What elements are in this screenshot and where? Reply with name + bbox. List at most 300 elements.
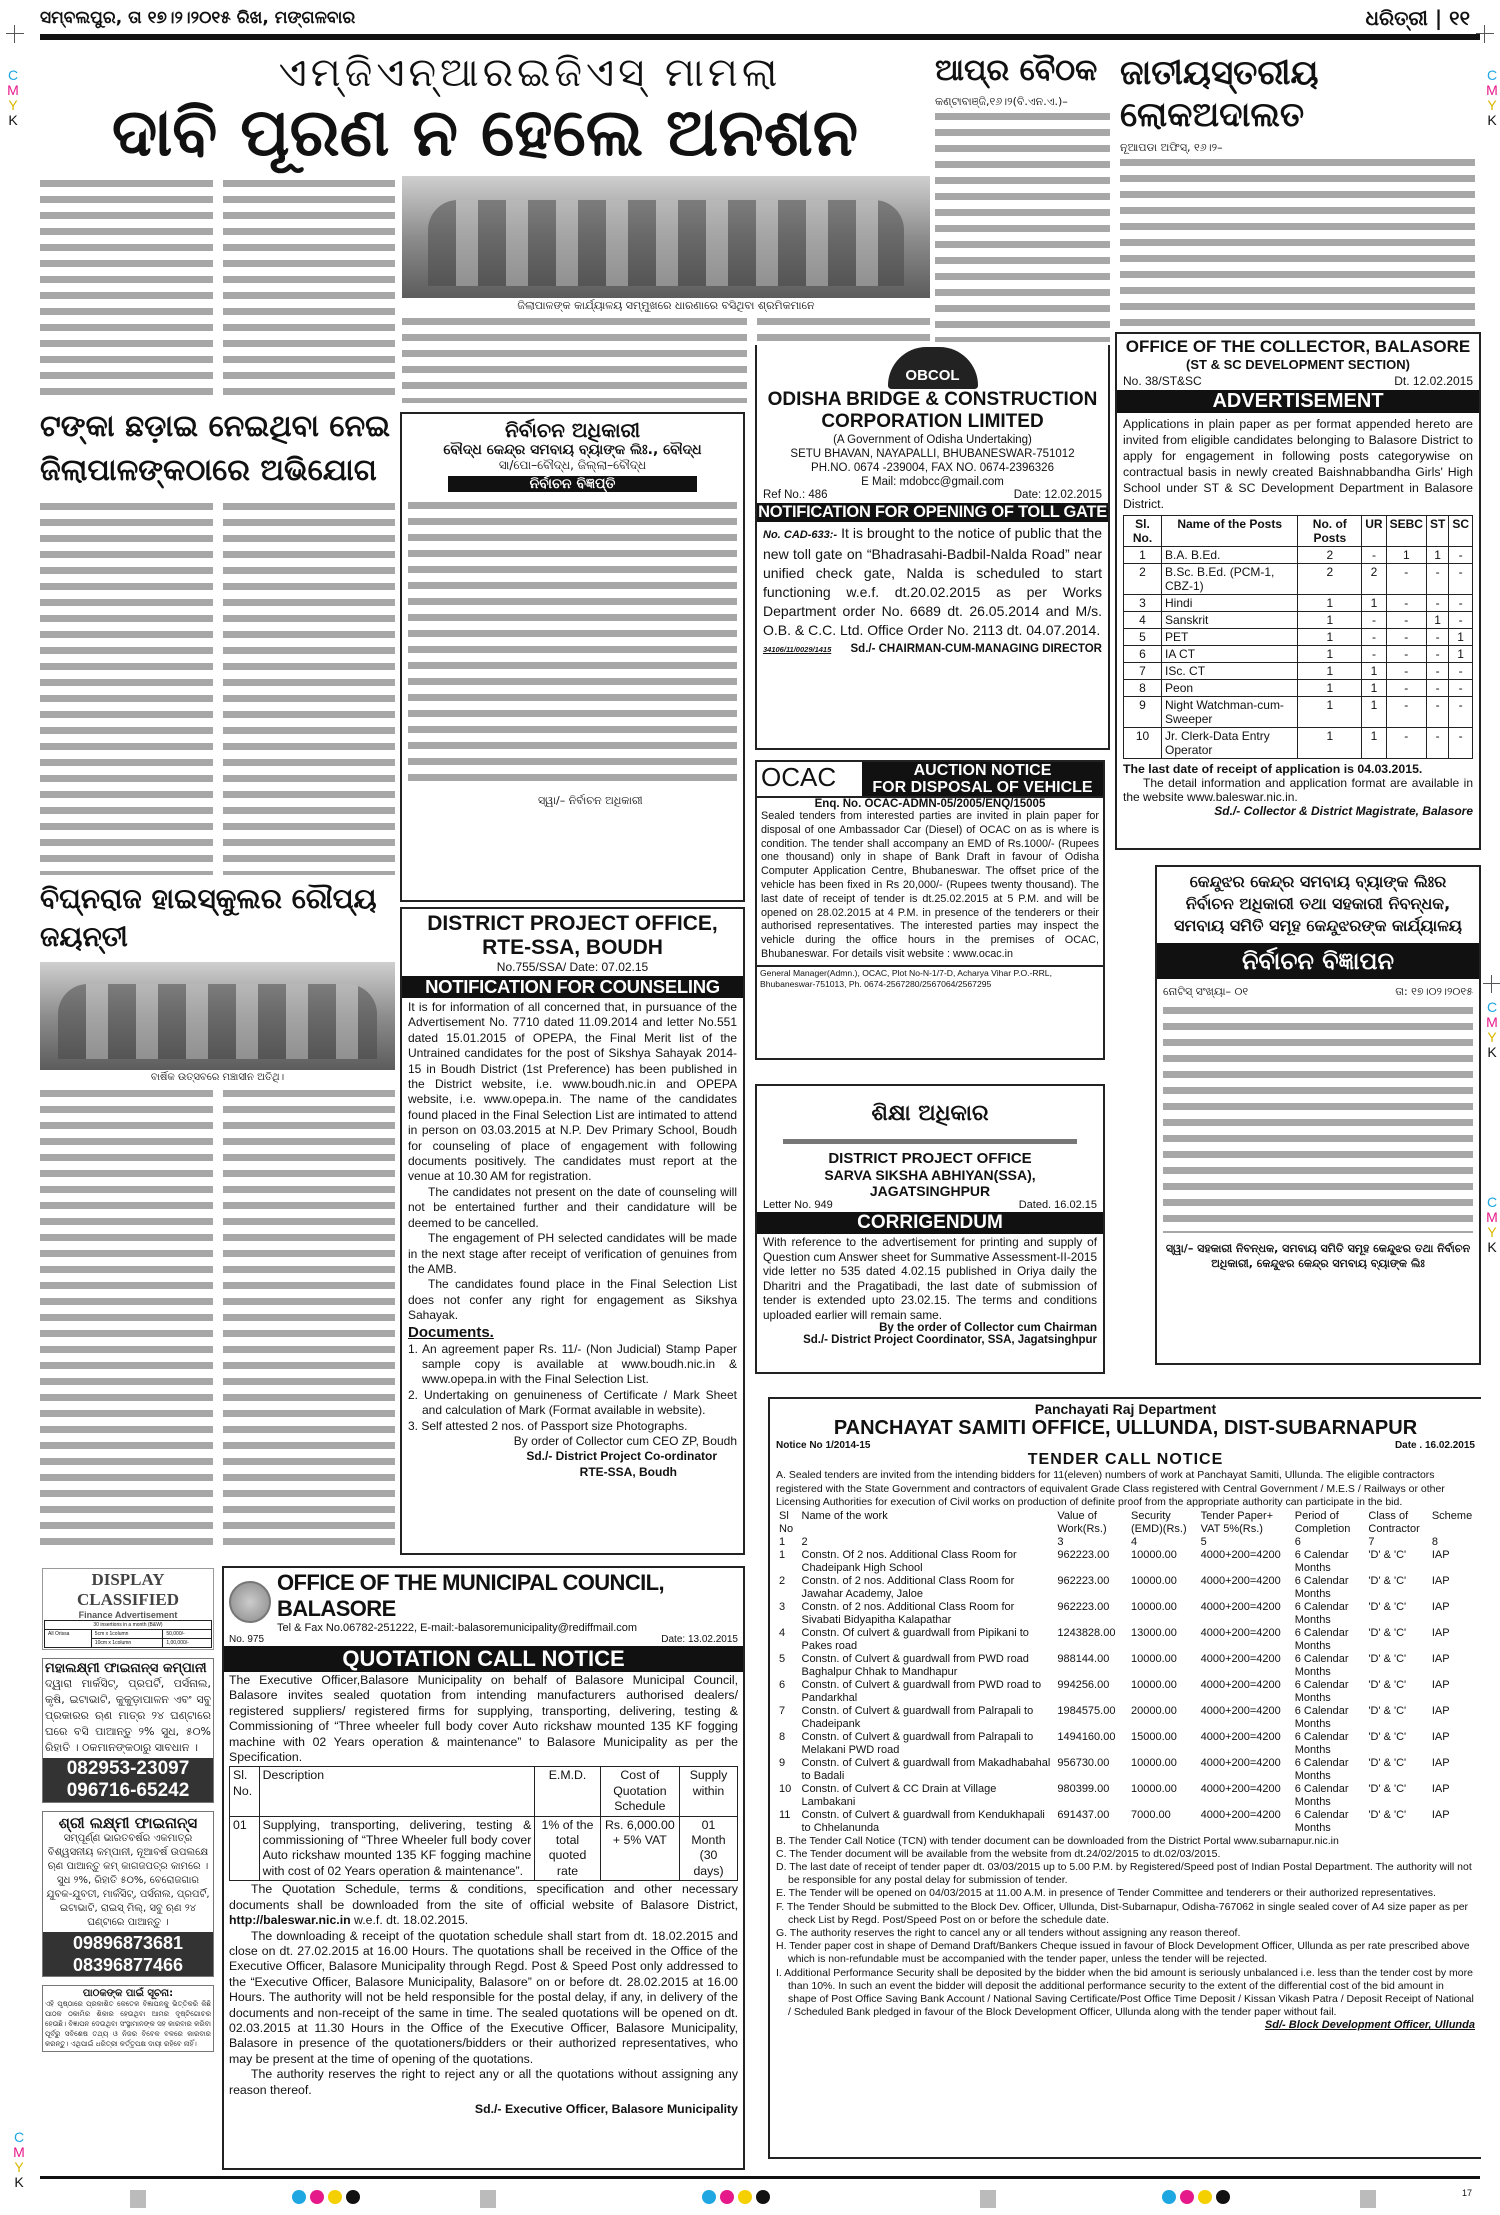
posts-table xyxy=(1123,515,1473,759)
color-swatch xyxy=(1198,2190,1212,2204)
obcc-no: No. CAD-633:- xyxy=(763,529,838,541)
column-header: Cost of Quotation Schedule xyxy=(600,1767,679,1816)
obcc-name-1: ODISHA BRIDGE & CONSTRUCTION xyxy=(767,389,1098,410)
ocac-enq: Enq. No. OCAC-ADMN-05/2005/ENQ/15005 xyxy=(814,798,1046,810)
obcc-date: Date: 12.02.2015 xyxy=(1013,489,1102,501)
ssa-jsp-title-2: SARVA SIKSHA ABHIYAN(SSA), JAGATSINGHPUR xyxy=(824,1167,1036,1199)
collector-bar: ADVERTISEMENT xyxy=(1117,390,1479,413)
lead-headline: ଦାବି ପୂରଣ ନ ହେଲେ ଅନଶନ xyxy=(111,94,859,171)
election-signature: ସ୍ୱା/– ନିର୍ବାଚନ ଅଧିକାରୀ xyxy=(538,794,643,807)
table-cell: IAP xyxy=(1431,1652,1450,1665)
cmyk-mark: C M Y K xyxy=(7,67,19,128)
counseling-order: By order of Collector cum CEO ZP, Boudh xyxy=(513,1433,737,1448)
shiksha-adhikar-logo: ଶିକ୍ଷା ଅଧିକାର xyxy=(783,1088,1077,1144)
counseling-para-4: The candidates found place in the Final Selection List does not confer any right for engagement as Sikshya Sahayak. xyxy=(408,1277,737,1323)
registration-mark xyxy=(1476,25,1494,43)
document-item: 2. Undertaking on genuineness of Certificate / Mark Sheet and calculation of Mark (Format available in website). xyxy=(408,1387,737,1418)
table-row xyxy=(1124,547,1473,564)
lead-kicker: ଏମ୍‌ଜିଏନ୍‌ଆରଇଜିଏସ୍ ମାମଲା xyxy=(278,50,782,96)
table-cell: 4000+200=4200 xyxy=(1200,1808,1281,1821)
collector-body: Applications in plain paper as per format appended hereto are invited from eligible candidates belonging to Balasore District to apply for engagement in following posts categorywise on contractual basis in newly created Baishnabbandha Girls' High School under ST & SC Development Department in Balasore District. xyxy=(1123,417,1473,511)
table-cell: - xyxy=(1426,697,1448,728)
table-cell: Jr. Clerk-Data Entry Operator xyxy=(1162,728,1298,759)
table-cell: 6 Calendar Months xyxy=(1294,1756,1349,1782)
table-cell: 15000.00 xyxy=(1131,1730,1177,1743)
lokadalat-dateline: ନୂଆପଡା ଅଫିସ୍, ୧୬।୨– xyxy=(1120,141,1223,154)
rate-region: All Orissa xyxy=(45,1630,92,1648)
table-cell: 1243828.00 xyxy=(1057,1626,1116,1639)
tender-note: D. The last date of receipt of tender paper dt. 03/03/2015 up to 5.00 P.M. by Registered/Speed post of Indian Postal Department. The authority will not be responsible for any postal delay for submission of tender. xyxy=(776,1860,1472,1887)
table-cell: 4000+200=4200 xyxy=(1200,1730,1281,1743)
table-cell: - xyxy=(1386,728,1426,759)
tender-notice-no: Notice No 1/2014-15 xyxy=(776,1440,871,1451)
counseling-bar: NOTIFICATION FOR COUNSELING xyxy=(402,976,743,998)
table-cell: 1 xyxy=(1426,612,1448,629)
ocac-bar-1: AUCTION NOTICE xyxy=(913,762,1052,779)
municipal-contact: Tel & Fax No.06782-251222, E-mail:-balasoremunicipality@rediffmail.com xyxy=(277,1622,638,1634)
table-row xyxy=(1124,680,1473,697)
table-cell: Constn. of Culvert & guardwall from Makadhabahal to Badali xyxy=(801,1756,1051,1782)
tender-note: C. The Tender document will be available from the website from dt.24/02/2015 to dt.02/03/2015. xyxy=(776,1847,1221,1860)
quotation-call-notice xyxy=(222,1566,745,2170)
table-cell: 4000+200=4200 xyxy=(1200,1782,1281,1795)
obcol-logo: OBCOL xyxy=(888,347,978,389)
table-cell: 1 xyxy=(1298,646,1362,663)
column-number: 4 xyxy=(1131,1535,1138,1548)
table-cell: - xyxy=(1426,629,1448,646)
tender-dept: Panchayati Raj Department xyxy=(1034,1401,1217,1417)
table-cell: 1 xyxy=(1298,697,1362,728)
obcc-name-2: CORPORATION LIMITED xyxy=(821,411,1044,432)
registration-mark xyxy=(6,25,24,43)
table-cell: IAP xyxy=(1431,1574,1450,1587)
table-cell: B.A. B.Ed. xyxy=(1162,547,1298,564)
table-cell: 1 xyxy=(1298,595,1362,612)
table-cell: 6 Calendar Months xyxy=(1294,1652,1349,1678)
table-cell: 962223.00 xyxy=(1057,1600,1110,1613)
classified-ad-mahalaxmi xyxy=(42,1658,214,1803)
ad-title: ମହାଲକ୍ଷ୍ମୀ ଫାଇନାନ୍ସ କମ୍ପାନୀ xyxy=(45,1661,207,1676)
table-cell: 6 Calendar Months xyxy=(1294,1782,1349,1808)
column-header: ST xyxy=(1426,516,1448,547)
table-cell: Constn. of 2 nos. Additional Class Room for Jawahar Academy, Jaloe xyxy=(801,1574,1015,1600)
collector-detail: The detail information and application format are available in the website www.baleswar.nic.in. xyxy=(1123,776,1473,804)
table-cell: - xyxy=(1449,564,1473,595)
aap-dateline: କଣ୍ଟାବାଞ୍ଜି,୧୬।୨(ବି.ଏନ.ଏ.)– xyxy=(935,95,1068,108)
tender-note: E. The Tender will be opened on 04/03/2015 at 11.00 A.M. in presence of Tender Committee and tenderers or their authorized representatives. xyxy=(776,1887,1436,1900)
table-cell: - xyxy=(1426,646,1448,663)
table-cell: 10000.00 xyxy=(1131,1600,1177,1613)
tender-date: Date . 16.02.2015 xyxy=(1394,1440,1475,1451)
table-cell: 9 xyxy=(779,1756,786,1769)
ssa-boudh-no: No.755/SSA/ Date: 07.02.15 xyxy=(496,960,649,974)
table-cell: 7 xyxy=(1124,663,1162,680)
rate-price: 50,000/- xyxy=(163,1630,212,1639)
table-cell: 1% of the total quoted rate xyxy=(535,1816,600,1881)
ocac-bar-2: FOR DISPOSAL OF VEHICLE xyxy=(872,779,1093,796)
counseling-sign-1: Sd./- District Project Co-ordinator xyxy=(526,1449,717,1464)
table-cell: 01 xyxy=(230,1816,260,1881)
table-cell: 3 xyxy=(1124,595,1162,612)
color-swatch xyxy=(1162,2190,1176,2204)
table-cell: 6 xyxy=(1124,646,1162,663)
table-cell: 1 xyxy=(1298,663,1362,680)
column-number: 7 xyxy=(1368,1535,1375,1548)
table-cell: - xyxy=(1386,612,1426,629)
cmyk-mark: C M Y K xyxy=(1486,999,1498,1060)
table-cell: IAP xyxy=(1431,1808,1450,1821)
table-cell: 6 Calendar Months xyxy=(1294,1704,1349,1730)
table-cell: Constn. Of 2 nos. Additional Class Room for Chadeipank High School xyxy=(801,1548,1017,1574)
table-cell: Constn. of 2 nos. Additional Class Room for Sivabati Bidyapitha Kalapathar xyxy=(801,1600,1015,1626)
table-cell: 2 xyxy=(1362,564,1386,595)
table-cell: 1 xyxy=(1362,595,1386,612)
election-notice-boudh xyxy=(400,412,745,902)
color-swatch xyxy=(1180,2190,1194,2204)
table-cell: - xyxy=(1362,629,1386,646)
registration-mark xyxy=(1483,975,1500,993)
table-cell: - xyxy=(1386,646,1426,663)
column-header: Supply within xyxy=(680,1767,738,1816)
column-header: SC xyxy=(1449,516,1473,547)
tender-signature: Sd/- Block Development Officer, Ullunda xyxy=(1264,2019,1475,2032)
kjr-bar: ନିର୍ବାଚନ ବିଜ୍ଞାପନ xyxy=(1157,943,1479,979)
kjr-title: କେନ୍ଦୁଝର କେନ୍ଦ୍ର ସମବାୟ ବ୍ୟାଙ୍କ ଲିଃର ନିର୍ବାଚନ ଅଧିକାରୀ ତଥା ସହକାରୀ ନିବନ୍ଧକ, ସମବାୟ ସମିତି ସମୂହ କେନ୍ଦୁଝରଙ୍କ କାର୍ଯ୍ୟାଳୟ xyxy=(1174,872,1462,935)
table-cell: 1 xyxy=(1449,629,1473,646)
table-cell: - xyxy=(1449,697,1473,728)
cmyk-mark: C M Y K xyxy=(1486,67,1498,128)
table-cell: 1 xyxy=(779,1548,786,1561)
table-cell: 1 xyxy=(1362,728,1386,759)
table-cell: 11 xyxy=(779,1808,791,1821)
ad-phone: 09896873681 xyxy=(72,1933,184,1953)
corrigendum-signature: Sd./- District Project Coordinator, SSA, Jagatsinghpur xyxy=(803,1334,1097,1346)
color-bar xyxy=(0,2188,1500,2212)
collector-signature: Sd./- Collector & District Magistrate, Balasore xyxy=(1214,804,1473,818)
color-swatches xyxy=(700,2190,772,2209)
column-header: Period of Completion xyxy=(1294,1509,1351,1535)
ocac-body: Sealed tenders from interested parties are invited in plain paper for disposal of one Ambassador Car (Diesel) of OCAC on as is where is condition. The tender shall accompany an EMD of Rs.1000/- (Rupees one thousand) only in shape of Bank Draft in favour of Odisha Computer Application Centre, Bhubaneswar. The offset price of the vehicle has been fixed in Rs 20,000/- (Rupees twenty thousand). The last date of receipt of tender is dt.25.02.2015 at 5 P.M. and will be opened on 28.02.2015 at 4 P.M. in presence of the tenderers or their authorised representatives. The interested parties may inspect the vehicle during the office hours in the premises of OCAC, Bhubaneswar. For details visit website : www.ocac.in xyxy=(761,810,1099,960)
table-cell: 10000.00 xyxy=(1131,1782,1177,1795)
municipal-date: Date: 13.02.2015 xyxy=(661,1634,738,1645)
aap-body xyxy=(935,109,1110,342)
table-cell: 01 Month (30 days) xyxy=(680,1816,738,1881)
table-cell: Constn. of Culvert & guardwall from PWD road to Pandarkhal xyxy=(801,1678,1042,1704)
table-cell: 1 xyxy=(1298,728,1362,759)
story3 xyxy=(40,880,395,1553)
story3-headline: ବିଘ୍ନରାଜ ହାଇସ୍କୁଲର ରୌପ୍ୟ ଜୟନ୍ତୀ xyxy=(40,882,377,953)
obcc-phone: PH.NO. 0674 -239004, FAX NO. 0674-2396326 xyxy=(811,462,1054,474)
table-cell: 962223.00 xyxy=(1057,1548,1110,1561)
color-swatch xyxy=(292,2190,306,2204)
table-cell: Supplying, transporting, delivering, testing & commissioning of “Three Wheeler full body cover Auto rickshaw mounted 135 KF fogging machine with cost of 02 Years operation & maintenance”. xyxy=(259,1816,535,1881)
table-cell: 10000.00 xyxy=(1131,1756,1177,1769)
table-cell: 6 Calendar Months xyxy=(1294,1574,1349,1600)
column-header: Class of Contractor xyxy=(1368,1509,1420,1535)
ssa-jsp-date: Dated. 16.02.15 xyxy=(1018,1199,1097,1211)
tender-note: G. The authority reserves the right to cancel any or all tenders without assigning any reason thereof. xyxy=(776,1926,1241,1939)
table-cell: 1 xyxy=(1426,547,1448,564)
table-cell: 10 xyxy=(779,1782,792,1795)
document-item: 3. Self attested 2 nos. of Passport size Photographs. xyxy=(408,1418,688,1433)
corrigendum-body: With reference to the advertisement for printing and supply of Question cum Answer sheet for Summative Assessment-II-2015 vide letter no 535 dated 4.02.15 published in Oriya daily the Dharitri and the Pragatibadi, the last date of submission of tender is extended upto 23.02.15. The terms and conditions uploaded earlier will remain same. xyxy=(763,1235,1097,1322)
table-cell: 1 xyxy=(1298,680,1362,697)
table-cell: - xyxy=(1362,646,1386,663)
aap-headline: ଆପ୍‌ର ବୈଠକ xyxy=(935,53,1098,88)
table-cell: 4000+200=4200 xyxy=(1200,1756,1281,1769)
table-cell: - xyxy=(1386,663,1426,680)
table-cell: 956730.00 xyxy=(1057,1756,1110,1769)
table-cell: - xyxy=(1386,680,1426,697)
page-footer-number: 17 xyxy=(1462,2188,1473,2198)
color-swatch xyxy=(310,2190,324,2204)
tender-note: I. Additional Performance Security shall be deposited by the bidder when the bid amount is seriously unbalanced i.e. less than the tender cost by more than 10%. In such an event the bidder will deposit the additional performance security to the extent of the differential cost of the bid amount in shape of Post Office Saving Bank Account / National Saving Certificate/Post Office Time Deposit / Kissan Vikash Patra / Deposit Receipt of National / Scheduled Bank pledged in favour of the Block Development Officer, Ullunda along with the tender paper without fail. xyxy=(776,1966,1474,2019)
rate-size: 5cm x 1column xyxy=(91,1630,163,1639)
table-cell: - xyxy=(1426,564,1448,595)
tender-notes xyxy=(776,1835,1475,2020)
ssa-boudh-title-2: RTE-SSA, BOUDH xyxy=(482,936,663,959)
reader-notice-body: ଏହି ପୃଷ୍ଠାରେ ପ୍ରକାଶିତ କେତେକ ବିଜ୍ଞାପନକୁ ଭିତ୍ତିକରି କିଛି ପାଠକ ଠକାମିର ଶିକାର ହେଉଥିବା ଆମର ଦୃଷ୍ଟିଗୋଚର ହେଉଛି। ବିଜ୍ଞାପନ ଦେଉଥିବା ସଂସ୍ଥାମାନଙ୍କ ସହ କାରବାର କରିବା ପୂର୍ବରୁ ସବିଶେଷ ତଥ୍ୟ ଓ ନିଜର ବିବେକ ବଳରେ କାରବାର କରନ୍ତୁ। ଏଥିପାଇଁ ଧରିତ୍ରୀ କର୍ତ୍ତୃପକ୍ଷ ଦାୟୀ ରହିବେ ନାହିଁ। xyxy=(45,2000,211,2048)
table-cell: 9 xyxy=(1124,697,1162,728)
column-header: Sl No xyxy=(779,1509,794,1535)
table-cell: IAP xyxy=(1431,1782,1450,1795)
lead-body xyxy=(40,176,395,403)
table-cell: - xyxy=(1449,595,1473,612)
table-row xyxy=(1124,646,1473,663)
table-row xyxy=(776,1627,1475,1653)
corrigendum-order: By the order of Collector cum Chairman xyxy=(879,1322,1097,1334)
kjr-signature: ସ୍ୱା/– ସହକାରୀ ନିବନ୍ଧକ, ସମବାୟ ସମିତି ସମୂହ କେନ୍ଦୁଝର ତଥା ନିର୍ବାଚନ ଅଧିକାରୀ, କେନ୍ଦୁଝର କେନ୍ଦ୍ର ସମବାୟ ବ୍ୟାଙ୍କ ଲିଃ xyxy=(1165,1242,1471,1270)
page-header: ଧରିତ୍ରୀ | ୧୧ xyxy=(1365,6,1470,30)
election-notice-keonjhar xyxy=(1155,865,1481,1365)
collector-last-date: The last date of receipt of application is 04.03.2015. xyxy=(1123,762,1423,776)
obcc-address: SETU BHAVAN, NAYAPALLI, BHUBANESWAR-751012 xyxy=(790,448,1075,460)
table-cell: 'D' & 'C' xyxy=(1368,1808,1407,1821)
collector-no: No. 38/ST&SC xyxy=(1123,374,1202,388)
election-bar: ନିର୍ବାଚନ ବିଜ୍ଞପ୍ତି xyxy=(448,476,697,492)
table-cell: 6 Calendar Months xyxy=(1294,1548,1349,1574)
table-cell: 4 xyxy=(779,1626,786,1639)
table-cell: 1 xyxy=(1298,612,1362,629)
table-cell: 4000+200=4200 xyxy=(1200,1678,1281,1691)
ssa-jsp-title-1: DISTRICT PROJECT OFFICE xyxy=(828,1150,1032,1167)
table-cell: 10000.00 xyxy=(1131,1652,1177,1665)
color-swatch xyxy=(346,2190,360,2204)
table-cell: IAP xyxy=(1431,1600,1450,1613)
table-cell: - xyxy=(1449,728,1473,759)
ad-phone: 096716-65242 xyxy=(66,1780,190,1801)
table-cell: 1494160.00 xyxy=(1057,1730,1116,1743)
column-number: 6 xyxy=(1294,1535,1301,1548)
table-cell: - xyxy=(1449,663,1473,680)
column-header: Name of the work xyxy=(801,1509,888,1522)
table-cell: - xyxy=(1426,663,1448,680)
table-cell: 4000+200=4200 xyxy=(1200,1704,1281,1717)
column-number: 3 xyxy=(1057,1535,1064,1548)
collector-date: Dt. 12.02.2015 xyxy=(1394,374,1473,388)
lead-photo xyxy=(402,176,930,298)
dateline: ସମ୍ବଲପୁର, ତା ୧୭।୨।୨୦୧୫ ରିଖ, ମଙ୍ଗଳବାର xyxy=(40,8,356,28)
column-header: SEBC xyxy=(1386,516,1426,547)
table-cell: - xyxy=(1386,564,1426,595)
ssa-jsp-letter: Letter No. 949 xyxy=(763,1199,833,1211)
column-header: E.M.D. xyxy=(535,1767,600,1816)
table-cell: 1 xyxy=(1362,680,1386,697)
table-cell: - xyxy=(1426,728,1448,759)
table-row xyxy=(1124,728,1473,759)
tender-note: H. Tender paper cost in shape of Demand Draft/Bankers Cheque issued in favour of Block Development Officer, Ullunda as per rate prescribed above which is non-refundable must be accompanied with the tender paper, unless the tender will be rejected. xyxy=(776,1940,1470,1966)
ssa-boudh-title-1: DISTRICT PROJECT OFFICE, xyxy=(427,912,718,935)
kjr-date: ତା: ୧୭।୦୨।୨୦୧୫ xyxy=(1395,985,1473,998)
color-swatch xyxy=(756,2190,770,2204)
collector-title: OFFICE OF THE COLLECTOR, BALASORE xyxy=(1125,337,1471,356)
table-cell: 5 xyxy=(1124,629,1162,646)
counseling-para-2: The candidates not present on the date of counseling will not be entertained further and their candidature will be deemed to be cancelled. xyxy=(408,1184,737,1230)
table-cell: 'D' & 'C' xyxy=(1368,1678,1407,1691)
table-cell: 4000+200=4200 xyxy=(1200,1652,1281,1665)
table-row xyxy=(776,1783,1475,1809)
column-header: Tender Paper+ VAT 5%(Rs.) xyxy=(1200,1509,1274,1535)
table-cell: - xyxy=(1386,697,1426,728)
tender-title: TENDER CALL NOTICE xyxy=(1027,1451,1224,1468)
table-cell: 10000.00 xyxy=(1131,1678,1177,1691)
color-swatch xyxy=(720,2190,734,2204)
table-cell: IAP xyxy=(1431,1730,1450,1743)
story3-photo-caption: ବାର୍ଷିକ ଉତ୍ସବରେ ମଞ୍ଚାସୀନ ଅତିଥି। xyxy=(150,1072,285,1083)
document-item: 1. An agreement paper Rs. 11/- (Non Judicial) Stamp Paper sample copy is available at www.boudh.nic.in & www.opepa.in with the Final Selection List. xyxy=(408,1341,737,1387)
ocac-logo: OCAC xyxy=(761,762,837,792)
table-cell: 2 xyxy=(779,1574,786,1587)
table-cell: 13000.00 xyxy=(1131,1626,1177,1639)
table-cell: 'D' & 'C' xyxy=(1368,1756,1407,1769)
quotation-signature: Sd./- Executive Officer, Balasore Municipality xyxy=(474,2101,738,2116)
rate-size: 10cm x 1column xyxy=(91,1639,163,1648)
quotation-table xyxy=(229,1766,738,1881)
table-row xyxy=(1124,629,1473,646)
table-cell: - xyxy=(1426,680,1448,697)
table-cell: 4000+200=4200 xyxy=(1200,1600,1281,1613)
table-row xyxy=(776,1653,1475,1679)
column-number: 1 xyxy=(779,1535,786,1548)
obcc-code: 34106/11/0029/1415 xyxy=(763,645,832,654)
election-org: ବୌଦ୍ଧ କେନ୍ଦ୍ର ସମବାୟ ବ୍ୟାଙ୍କ ଲିଃ., ବୌଦ୍ଧ xyxy=(443,442,702,458)
color-swatch xyxy=(738,2190,752,2204)
ad-phone: 082953-23097 xyxy=(66,1758,190,1779)
table-row xyxy=(1124,564,1473,595)
table-cell: 10 xyxy=(1124,728,1162,759)
column-header: Security (EMD)(Rs.) xyxy=(1131,1509,1187,1535)
column-header: UR xyxy=(1362,516,1386,547)
obcc-sub: (A Government of Odisha Undertaking) xyxy=(833,434,1032,446)
color-swatch xyxy=(1216,2190,1230,2204)
page-number: ୧୧ xyxy=(1449,6,1470,30)
counseling-para-1: It is for information of all concerned that, in pursuance of the Advertisement No. 7710 dated 11.09.2014 and letter No.551 dated 15.01.2015 of OPEPA, the Final Merit list of the Untrained candidates for the post of Sikshya Sahayak 2014-15 in Boudh District (1st Preference) has been published in the District website, i.e. www.boudh.nic.in and OPEPA website, i.e. www.opepa.in. The name of the candidates found placed in the Final Selection List are intimated to attend in person on 03.03.2015 at N.P. Dev Primary School, Boudh for counseling of place of engagement with following documents positively. The candidates must report at the venue at 10.30 AM for registration. xyxy=(408,1000,737,1184)
table-cell: - xyxy=(1362,547,1386,564)
works-table xyxy=(776,1510,1475,1835)
ad-body: ସମ୍ପୂର୍ଣ୍ଣ ଭାରତବର୍ଷର ଏକମାତ୍ର ବିଶ୍ୱସନୀୟ କମ୍ପାନୀ, ନୂଆବର୍ଷ ଉପଲକ୍ଷେ ଋଣ ପାଆନ୍ତୁ କମ୍ କାଗଜପତ୍ର କାମରେ । ସୁଧ ୨%, ରିହାତି ୫୦%, ବେରୋଜଗାର ଯୁବକ-ଯୁବତୀ, ମାର୍କସିଟ୍, ପର୍ସନାଲ, ପ୍ରପର୍ଟି, ଇଟାଭାଟି, ରାଇସ୍ ମିଲ୍, ସବୁ ଋଣ ୨୪ ଘଣ୍ଟାରେ ପାଆନ୍ତୁ । xyxy=(46,1833,210,1928)
quotation-bar: QUOTATION CALL NOTICE xyxy=(224,1646,743,1672)
obcc-email: E Mail: mdobcc@gmail.com xyxy=(861,476,1004,488)
color-swatch xyxy=(702,2190,716,2204)
table-cell: Constn. of Culvert & guardwall from Kendukhapali to Chhelanunda xyxy=(801,1808,1045,1834)
table-cell: 4000+200=4200 xyxy=(1200,1574,1281,1587)
table-header-row xyxy=(230,1767,738,1816)
counseling-notice xyxy=(400,907,745,1555)
table-header-row xyxy=(1124,516,1473,547)
table-cell: Peon xyxy=(1162,680,1298,697)
election-address: ସା/ପୋ–ବୌଦ୍ଧ, ଜିଲ୍ଲା–ବୌଦ୍ଧ xyxy=(498,458,647,472)
table-cell: PET xyxy=(1162,629,1298,646)
baleswar-link[interactable]: http://baleswar.nic.in xyxy=(229,1913,351,1928)
table-cell: 20000.00 xyxy=(1131,1704,1177,1717)
reader-notice-title: ପାଠକଙ୍କ ପାଇଁ ସୂଚନା: xyxy=(82,1988,174,1999)
ocac-footer: General Manager(Admn.), OCAC, Plot No-N-1/7-D, Acharya Vihar P.O.-RRL, Bhubaneswar-751013, Ph. 0674-2567280/2567064/2567295 xyxy=(757,965,1103,991)
table-cell: 1 xyxy=(1362,663,1386,680)
table-cell: Constn. Of culvert & guardwall from Pipikani to Pakes road xyxy=(801,1626,1029,1652)
table-cell: 4 xyxy=(1124,612,1162,629)
documents-title: Documents. xyxy=(408,1323,494,1341)
table-cell: 6 Calendar Months xyxy=(1294,1730,1349,1756)
table-cell: 'D' & 'C' xyxy=(1368,1704,1407,1717)
corrigendum-notice xyxy=(755,1084,1105,1374)
lokadalat-headline: ଜାତୀୟସ୍ତରୀୟ ଲୋକଅଦାଲତ xyxy=(1120,53,1319,135)
obcc-ref: Ref No.: 486 xyxy=(763,489,828,501)
story2-body xyxy=(40,499,395,875)
table-cell: 6 Calendar Months xyxy=(1294,1600,1349,1626)
table-cell: 994256.00 xyxy=(1057,1678,1110,1691)
table-cell: 'D' & 'C' xyxy=(1368,1600,1407,1613)
lead-photo-caption: ଜିଲାପାଳଙ୍କ କାର୍ଯ୍ୟାଳୟ ସମ୍ମୁଖରେ ଧାରଣାରେ ବସିଥିବା ଶ୍ରମିକମାନେ xyxy=(517,299,815,312)
table-cell: 8 xyxy=(779,1730,786,1743)
municipal-no: No. 975 xyxy=(229,1634,265,1645)
table-cell: - xyxy=(1362,612,1386,629)
table-cell: 'D' & 'C' xyxy=(1368,1574,1407,1587)
cmyk-mark: C M Y K xyxy=(13,2129,25,2190)
aap-story xyxy=(935,52,1110,342)
lokadalat-story xyxy=(1120,52,1475,328)
table-row xyxy=(776,1809,1475,1835)
table-cell: - xyxy=(1426,595,1448,612)
table-cell: ISc. CT xyxy=(1162,663,1298,680)
table-cell: 2 xyxy=(1298,547,1362,564)
table-cell: 4000+200=4200 xyxy=(1200,1548,1281,1561)
tender-call-notice xyxy=(768,1397,1481,2159)
tender-office: PANCHAYAT SAMITI OFFICE, ULLUNDA, DIST-SUBARNAPUR xyxy=(833,1417,1418,1439)
table-row xyxy=(776,1679,1475,1705)
table-row xyxy=(1124,612,1473,629)
table-cell: IAP xyxy=(1431,1678,1450,1691)
cmyk-mark: C M Y K xyxy=(1486,1194,1498,1255)
column-number: 5 xyxy=(1200,1535,1207,1548)
table-cell: 1 xyxy=(1298,629,1362,646)
table-cell: 'D' & 'C' xyxy=(1368,1782,1407,1795)
table-cell: Constn. of Culvert & guardwall from Palrapali to Chadeipank xyxy=(801,1704,1034,1730)
column-header: Sl. No. xyxy=(1124,516,1162,547)
table-cell: 'D' & 'C' xyxy=(1368,1652,1407,1665)
column-number-row xyxy=(776,1536,1475,1549)
table-cell: B.Sc. B.Ed. (PCM-1, CBZ-1) xyxy=(1162,564,1298,595)
table-cell: Night Watchman-cum-Sweeper xyxy=(1162,697,1298,728)
obcc-notice xyxy=(755,345,1110,750)
rate-price: 1,00,000/- xyxy=(163,1639,212,1648)
table-cell: 3 xyxy=(779,1600,786,1613)
ad-phone: 08396877466 xyxy=(72,1955,184,1975)
tender-note: B. The Tender Call Notice (TCN) with tender document can be downloaded from the District Portal www.subarnapur.nic.in xyxy=(776,1834,1339,1847)
table-cell: 962223.00 xyxy=(1057,1574,1110,1587)
reader-notice xyxy=(42,1985,214,2052)
table-cell: 'D' & 'C' xyxy=(1368,1730,1407,1743)
table-cell: 1 xyxy=(1362,697,1386,728)
